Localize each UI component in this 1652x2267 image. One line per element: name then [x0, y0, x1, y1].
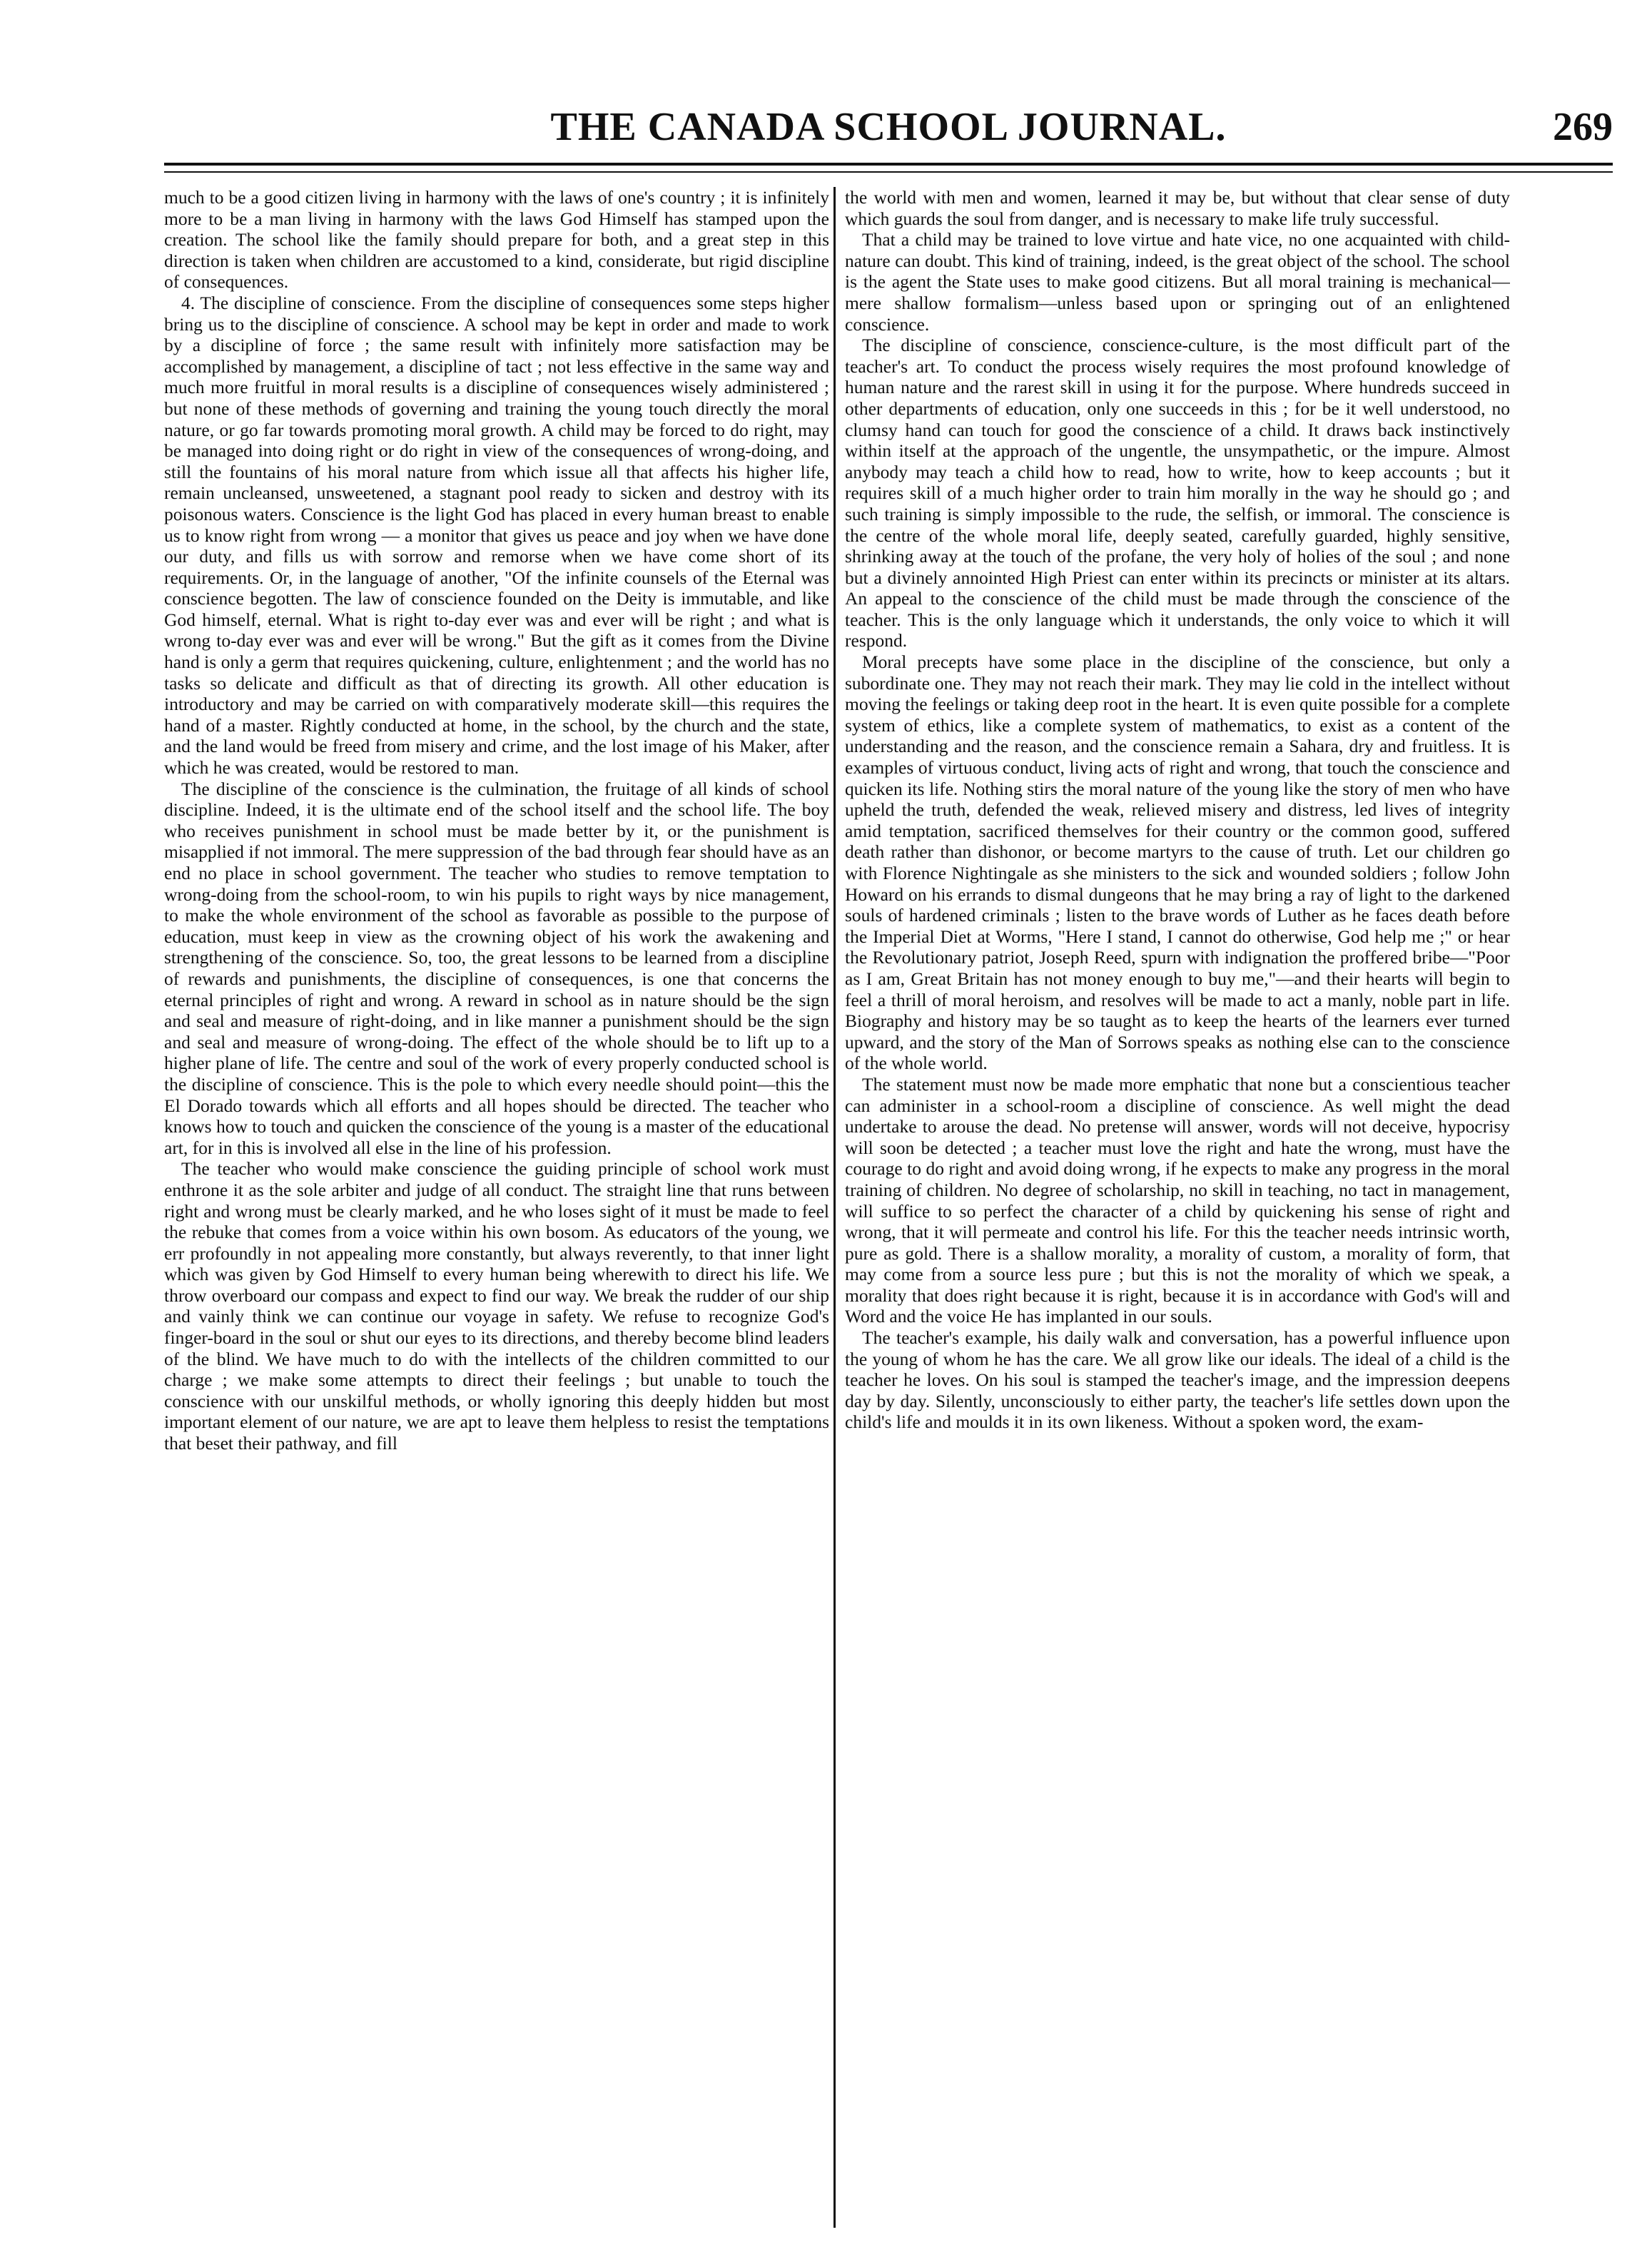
- page-header: [164, 84, 1613, 156]
- paragraph: much to be a good citizen living in harmony with the laws of one's country ; it is infinitely more to be a man living in harmony with the laws God Himself has stamped upon the creation. The school like the family should prepare for both, and a great step in this direction is taken when children are accustomed to a kind, considerate, but rigid discipline of consequences.: [164, 187, 829, 293]
- paragraph: That a child may be trained to love virtue and hate vice, no one acquainted with child-nature can doubt. This kind of training, indeed, is the great object of the school. The school is the agent the State uses to make good citizens. But all moral training is mechanical—mere shallow formalism—unless based upon or springing out of an enlightened conscience.: [845, 229, 1510, 335]
- journal-title: THE CANADA SCHOOL JOURNAL.: [550, 105, 1227, 149]
- paragraph: the world with men and women, learned it may be, but without that clear sense of duty which guards the soul from danger, and is necessary to make life truly successful.: [845, 187, 1510, 229]
- paragraph: The discipline of conscience, conscience-culture, is the most difficult part of the teacher's art. To conduct the process wisely requires the most profound knowledge of human nature and the rarest skill in using it for the purpose. Where hundreds succeed in other departments of education, only one succeeds in this ; for be it well understood, no clumsy hand can touch for good the conscience of a child. It draws back instinctively within itself at the approach of the ungentle, the unsympathetic, or the impure. Almost anybody may teach a child how to read, how to write, how to keep accounts ; but it requires skill of a much higher order to train him morally in the way he should go ; and such training is simply impossible to the rude, the selfish, or immoral. The conscience is the centre of the whole moral life, deeply seated, carefully guarded, highly sensitive, shrinking away at the touch of the profane, the very holy of holies of the soul ; and none but a divinely annointed High Priest can enter within its precincts or minister at its altars. An appeal to the conscience of the child must be made through the conscience of the teacher. This is the only language which it understands, the only voice to which it will respond.: [845, 335, 1510, 651]
- left-column: [164, 187, 829, 2228]
- paragraph: The teacher's example, his daily walk and conversation, has a powerful influence upon the young of whom he has the care. We all grow like our ideals. The ideal of a child is the teacher he loves. On his soul is stamped the teacher's image, and the impression deepens day by day. Silently, unconsciously to either party, the teacher's life settles down upon the child's life and moulds it in its own likeness. Without a spoken word, the exam-: [845, 1327, 1510, 1433]
- paragraph: The discipline of the conscience is the culmination, the fruitage of all kinds of school discipline. Indeed, it is the ultimate end of the school itself and the school life. The boy who receives punishment in school must be made better by it, or the punishment is misapplied if not immoral. The mere suppression of the bad through fear should have as an end no place in school government. The teacher who studies to remove temptation to wrong-doing from the school-room, to win his pupils to right ways by nice management, to make the whole environment of the school as favorable as possible to the purpose of education, must keep in view as the crowning object of his work the awakening and strengthening of the conscience. So, too, the great lessons to be learned from a discipline of rewards and punishments, the discipline of consequences, is one that concerns the eternal principles of right and wrong. A reward in school as in nature should be the sign and seal and measure of right-doing, and in like manner a punishment should be the sign and seal and measure of wrong-doing. The effect of the whole should be to lift up to a higher plane of life. The centre and soul of the work of every properly conducted school is the discipline of conscience. This is the pole to which every needle should point—this the El Dorado towards which all efforts and all hopes should be directed. The teacher who knows how to touch and quicken the conscience of the young is a master of the educational art, for in this is involved all else in the line of his profession.: [164, 778, 829, 1158]
- page-number: 269: [1553, 105, 1613, 149]
- right-column: [845, 187, 1510, 2228]
- header-rule-thin: [164, 171, 1613, 173]
- paragraph: Moral precepts have some place in the discipline of the conscience, but only a subordinate one. They may not reach their mark. They may lie cold in the intellect without moving the feelings or taking deep root in the heart. It is even quite possible for a complete system of ethics, like a complete system of mathematics, to exist as a content of the understanding and the reason, and the conscience remain a Sahara, dry and fruitless. It is examples of virtuous conduct, living acts of right and wrong, that touch the conscience and quicken its life. Nothing stirs the moral nature of the young like the story of men who have upheld the truth, defended the weak, relieved misery and distress, led lives of integrity amid temptation, sacrificed themselves for their country or the common good, suffered death rather than dishonor, or become martyrs to the cause of truth. Let our children go with Florence Nightingale as she ministers to the sick and wounded soldiers ; follow John Howard on his errands to dismal dungeons that he may bring a ray of light to the darkened souls of hardened criminals ; listen to the brave words of Luther as he faces death before the Imperial Diet at Worms, "Here I stand, I cannot do otherwise, God help me ;" or hear the Revolutionary patriot, Joseph Reed, spurn with indignation the proffered bribe—"Poor as I am, Great Britain has not money enough to buy me,"—and their hearts will begin to feel a thrill of moral heroism, and resolves will be made to act a manly, noble part in life. Biography and history may be so taught as to keep the hearts of the learners ever turned upward, and the story of the Man of Sorrows speaks as nothing else can to the conscience of the whole world.: [845, 651, 1510, 1074]
- column-divider: [833, 187, 836, 2228]
- paragraph: 4. The discipline of conscience. From the discipline of consequences some steps higher bring us to the discipline of conscience. A school may be kept in order and made to work by a discipline of force ; the same result with infinitely more satisfaction may be accomplished by management, a discipline of tact ; not less effective in the same way and much more fruitful in moral results is a discipline of consequences wisely administered ; but none of these methods of governing and training the young touch directly the moral nature, or go far towards promoting moral growth. A child may be forced to do right, may be managed into doing right or do right in view of the consequences of wrong-doing, and still the fountains of his moral nature from which issue all that affects his higher life, remain uncleansed, unsweetened, a stagnant pool ready to sicken and destroy with its poisonous waters. Conscience is the light God has placed in every human breast to enable us to know right from wrong — a monitor that gives us peace and joy when we have done our duty, and fills us with sorrow and remorse when we have come short of its requirements. Or, in the language of another, "Of the infinite counsels of the Eternal was conscience begotten. The law of conscience founded on the Deity is immutable, and like God himself, eternal. What is right to-day ever was and ever will be right ; and what is wrong to-day ever was and ever will be wrong." But the gift as it comes from the Divine hand is only a germ that requires quickening, culture, enlightenment ; and the world has no tasks so delicate and difficult as that of directing its growth. All other education is introductory and may be carried on with comparatively moderate skill—this requires the hand of a master. Rightly conducted at home, in the school, by the church and the state, and the land would be freed from misery and crime, and the lost image of his Maker, after which he was created, would be restored to man.: [164, 292, 829, 779]
- paragraph: The statement must now be made more emphatic that none but a conscientious teacher can administer in a school-room a discipline of conscience. As well might the dead undertake to arouse the dead. No pretense will answer, words will not deceive, hypocrisy will soon be detected ; a teacher must love the right and hate the wrong, must have the courage to do right and avoid doing wrong, if he expects to make any progress in the moral training of children. No degree of scholarship, no skill in teaching, no tact in management, will suffice to so perfect the character of a child by quickening his sense of right and wrong, that it will permeate and control his life. For this the teacher needs intrinsic worth, pure as gold. There is a shallow morality, a morality of custom, a morality of form, that may come from a source less pure ; but this is not the morality of which we speak, a morality that does right because it is right, because it is in accordance with God's will and Word and the voice He has implanted in our souls.: [845, 1073, 1510, 1327]
- paragraph: The teacher who would make conscience the guiding principle of school work must enthrone it as the sole arbiter and judge of all conduct. The straight line that runs between right and wrong must be clearly marked, and he who loses sight of it must be made to feel the rebuke that comes from a voice within his own bosom. As educators of the young, we err profoundly in not appealing more constantly, but always reverently, to that inner light which was given by God Himself to every human being wherewith to direct his life. We throw overboard our compass and expect to find our way. We break the rudder of our ship and vainly think we can continue our voyage in safety. We refuse to recognize God's finger-board in the soul or shut our eyes to its directions, and thereby become blind leaders of the blind. We have much to do with the intellects of the children committed to our charge ; we make some attempts to direct their feelings ; but unable to touch the conscience with our unskilful methods, or wholly ignoring this deeply hidden but most important element of our nature, we are apt to leave them helpless to resist the temptations that beset their pathway, and fill: [164, 1158, 829, 1454]
- header-rule-thick: [164, 163, 1613, 166]
